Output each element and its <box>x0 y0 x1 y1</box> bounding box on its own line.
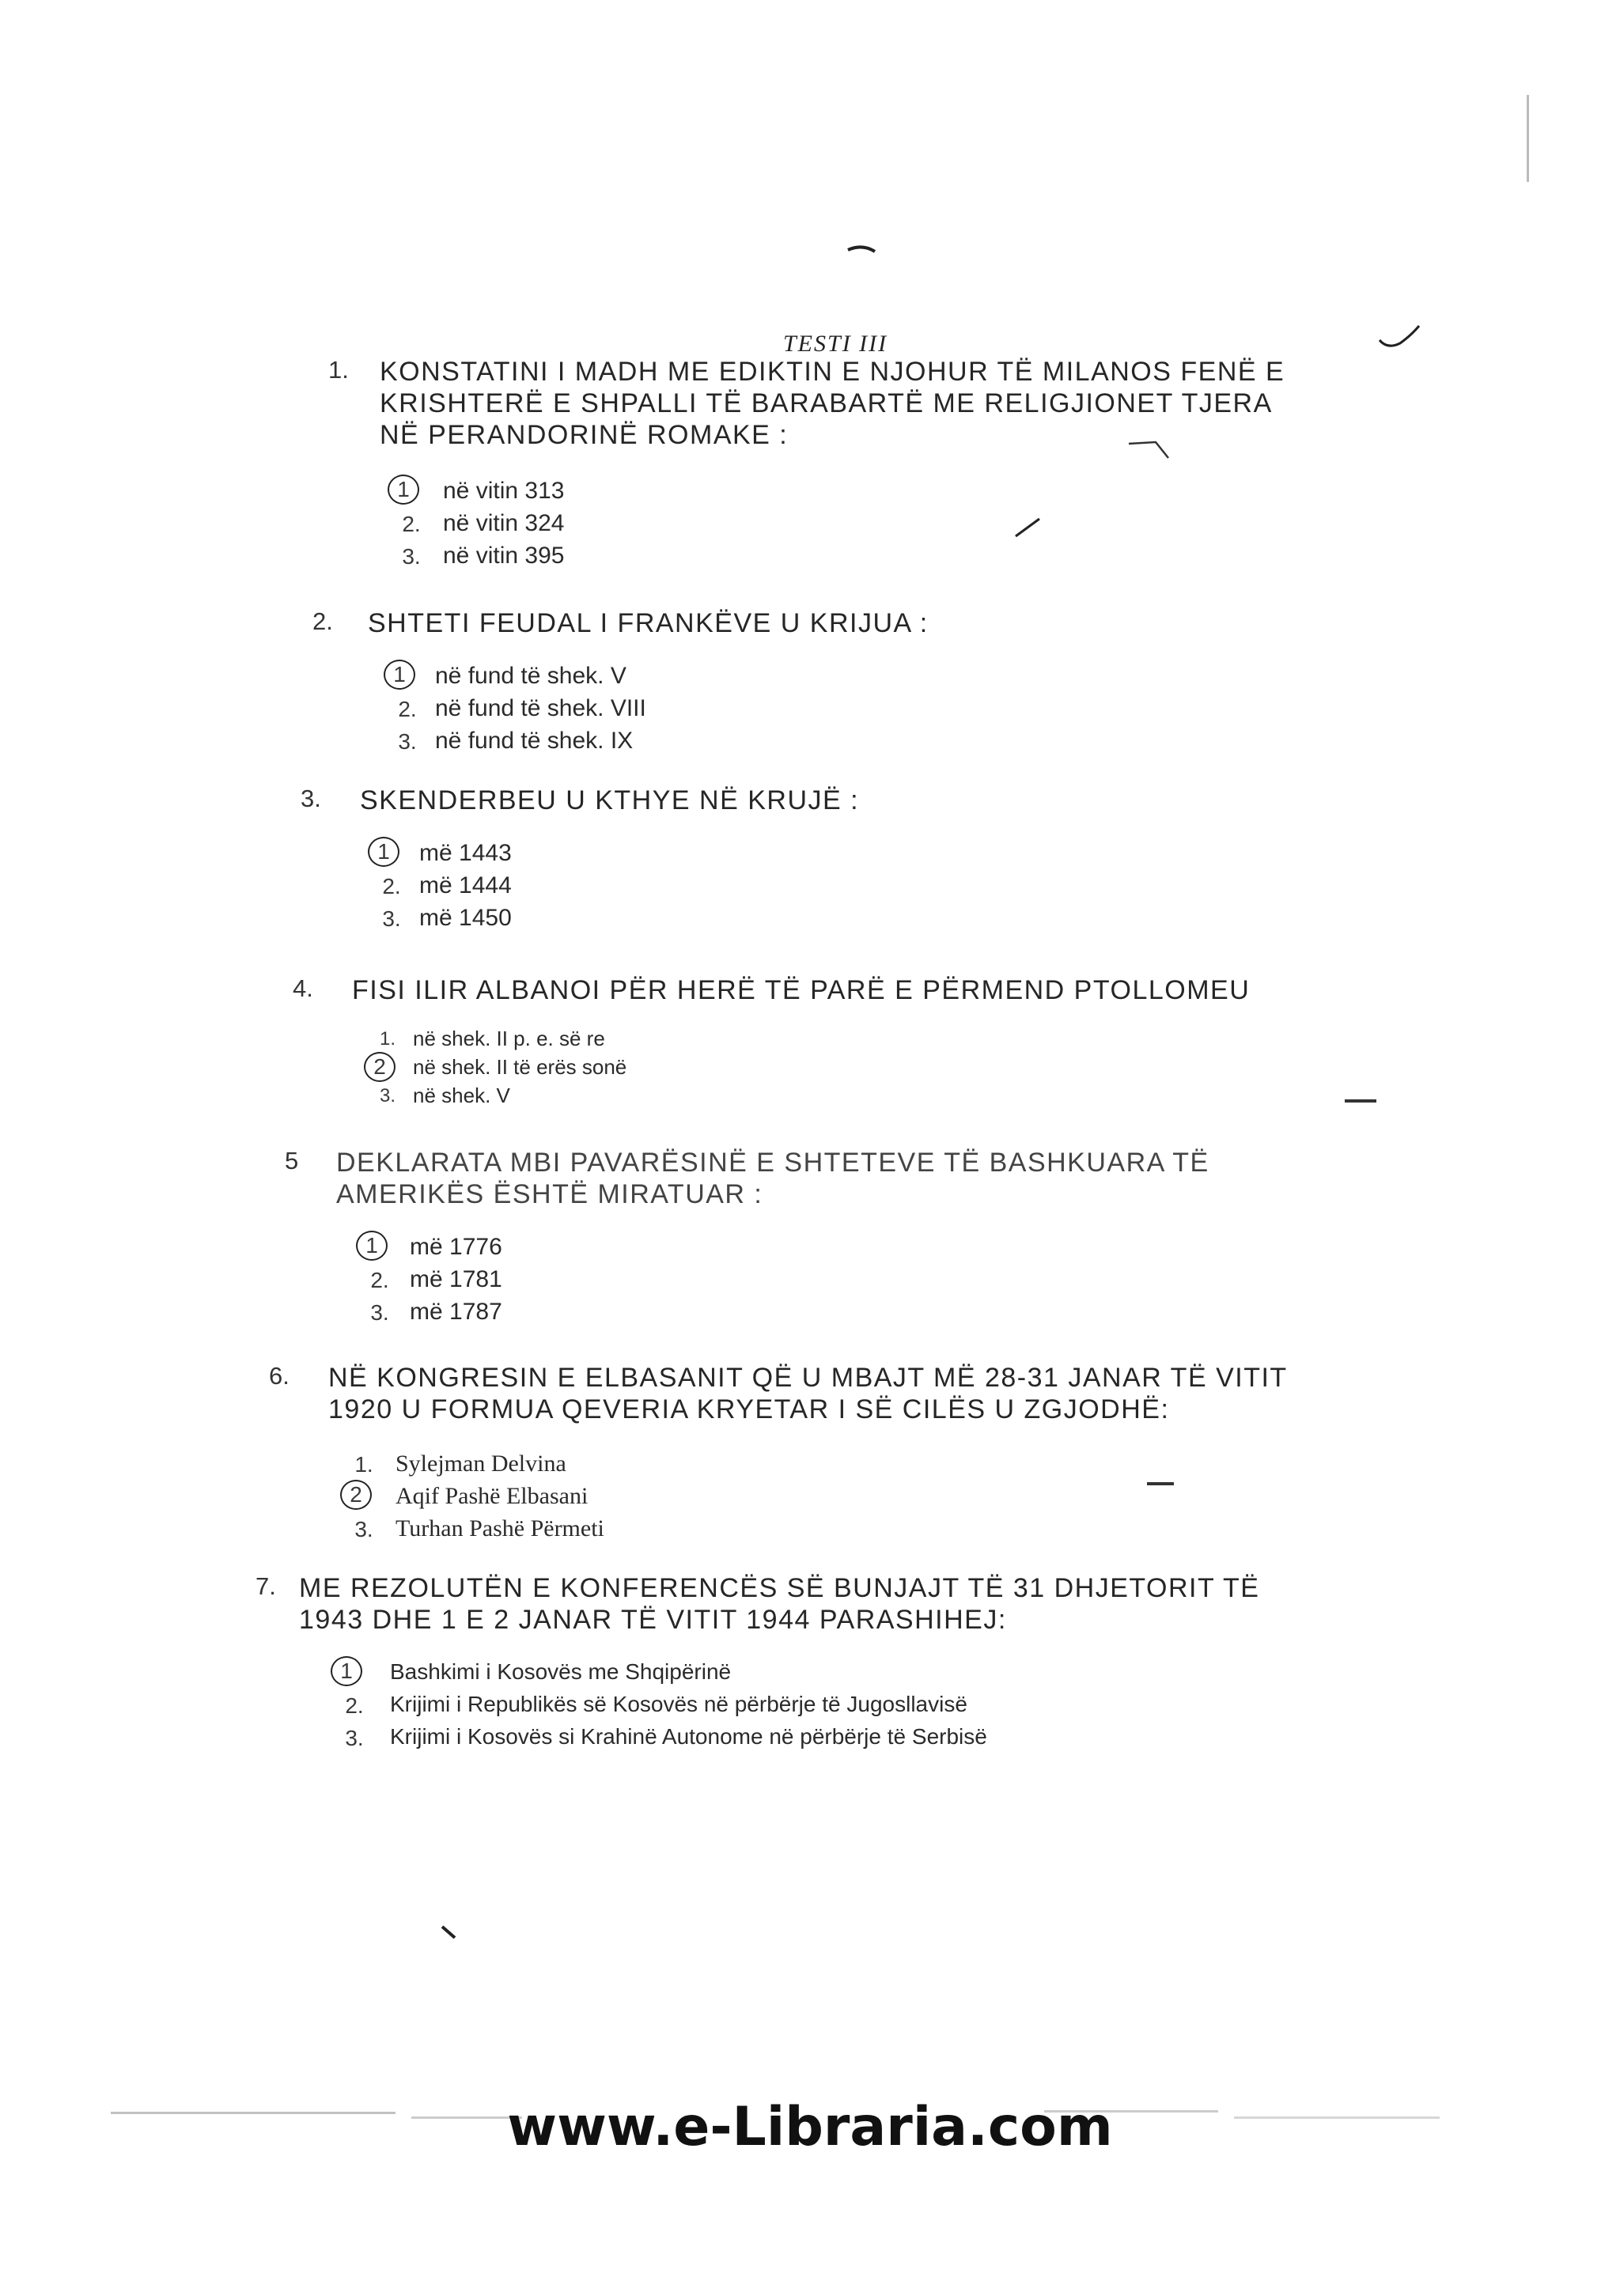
option-number: 1. <box>379 1028 396 1050</box>
option-number: 2. <box>398 697 417 721</box>
pen-stroke-icon <box>439 1923 463 1942</box>
options-list <box>356 1234 1317 1331</box>
option-1[interactable] <box>388 478 1297 510</box>
scan-noise <box>1345 1099 1376 1103</box>
option-number: 3. <box>345 1726 364 1750</box>
option-2[interactable] <box>368 872 1277 905</box>
option-text: Krijimi i Kosovës si Krahinë Autonome në përbërje të Serbisë <box>390 1724 987 1749</box>
question-text: SKENDERBEU U KTHYE NË KRUJË : <box>360 785 860 815</box>
option-number: 2. <box>402 512 421 536</box>
question-7-header <box>252 1572 1296 1636</box>
option-number: 3. <box>370 1300 389 1325</box>
option-1[interactable] <box>356 1234 1317 1266</box>
question-4 <box>289 974 1285 1112</box>
option-2[interactable] <box>388 510 1297 543</box>
option-number: 3. <box>379 1085 396 1106</box>
option-1[interactable] <box>384 663 1285 695</box>
pen-stroke-icon <box>1127 439 1175 463</box>
option-1[interactable] <box>364 1027 1285 1055</box>
option-2[interactable] <box>384 695 1285 728</box>
question-2-header <box>305 607 1285 639</box>
option-1[interactable] <box>331 1659 1296 1692</box>
option-number: 3. <box>402 544 421 569</box>
option-text: Aqif Pashë Elbasani <box>396 1483 589 1509</box>
options-list <box>340 1451 1309 1548</box>
question-1-header <box>316 356 1297 451</box>
check-mark-icon <box>1376 323 1424 354</box>
option-1[interactable] <box>368 840 1277 872</box>
options-list <box>384 663 1285 760</box>
option-text: më 1787 <box>410 1299 502 1325</box>
option-text: më 1443 <box>419 840 512 866</box>
option-number: 2. <box>370 1268 389 1292</box>
option-number: 3. <box>354 1517 373 1541</box>
option-3[interactable] <box>364 1084 1285 1112</box>
option-2[interactable] <box>356 1266 1317 1299</box>
option-number: 1 <box>368 837 399 867</box>
option-3[interactable] <box>340 1515 1309 1548</box>
option-text: në fund të shek. VIII <box>435 695 646 721</box>
question-number: 4. <box>293 974 313 1002</box>
option-text: më 1444 <box>419 872 512 898</box>
option-text: më 1781 <box>410 1266 502 1292</box>
option-text: në fund të shek. V <box>435 663 626 689</box>
question-2 <box>305 607 1285 760</box>
option-1[interactable] <box>340 1451 1309 1483</box>
options-list <box>364 1027 1285 1112</box>
question-7 <box>252 1572 1296 1757</box>
question-number: 2. <box>312 607 333 635</box>
question-text: FISI ILIR ALBANOI PËR HERË TË PARË E PËRMEND PTOLLOMEU <box>352 975 1251 1005</box>
option-2[interactable] <box>331 1692 1296 1724</box>
option-text: Sylejman Delvina <box>396 1451 566 1477</box>
option-3[interactable] <box>388 543 1297 575</box>
question-number: 5 <box>285 1147 299 1174</box>
option-number: 2. <box>345 1693 364 1718</box>
option-number: 1. <box>354 1452 373 1477</box>
option-3[interactable] <box>356 1299 1317 1331</box>
question-number: 6. <box>269 1362 290 1390</box>
option-3[interactable] <box>331 1724 1296 1757</box>
question-5-header <box>273 1147 1317 1210</box>
options-list <box>331 1659 1296 1757</box>
question-6-header <box>265 1362 1309 1425</box>
option-2[interactable] <box>364 1055 1285 1084</box>
question-3 <box>297 785 1277 937</box>
question-text: KONSTATINI I MADH ME EDIKTIN E NJOHUR TË MILANOS FENË E KRISHTERË E SHPALLI TË BARABARTË ME RELIGJIONET TJERA NË PERANDORINË ROMAKE : <box>380 357 1285 450</box>
option-number: 2. <box>382 874 401 898</box>
option-3[interactable] <box>384 728 1285 760</box>
question-text: DEKLARATA MBI PAVARËSINË E SHTETEVE TË BASHKUARA TË AMERIKËS ËSHTË MIRATUAR : <box>336 1148 1209 1209</box>
question-number: 1. <box>328 356 349 384</box>
option-text: në shek. II të erës sonë <box>413 1055 627 1079</box>
option-text: në vitin 395 <box>443 543 565 569</box>
pen-stroke-icon <box>846 242 878 258</box>
question-3-header <box>297 785 1277 816</box>
option-number: 3. <box>398 729 417 754</box>
question-5 <box>273 1147 1317 1331</box>
option-text: në vitin 313 <box>443 478 565 504</box>
option-text: më 1776 <box>410 1234 502 1260</box>
option-number: 1 <box>384 660 415 690</box>
option-3[interactable] <box>368 905 1277 937</box>
question-6 <box>265 1362 1309 1548</box>
scan-noise <box>1527 95 1529 182</box>
footer-website: www.e-Libraria.com <box>507 2096 1113 2158</box>
question-text: NË KONGRESIN E ELBASANIT QË U MBAJT MË 28-31 JANAR TË VITIT 1920 U FORMUA QEVERIA KRYETAR I SË CILËS U ZGJODHË: <box>328 1363 1288 1424</box>
question-number: 3. <box>301 785 321 812</box>
option-number: 3. <box>382 906 401 931</box>
question-number: 7. <box>255 1572 276 1600</box>
question-4-header <box>289 974 1285 1006</box>
option-text: në fund të shek. IX <box>435 728 634 754</box>
pen-stroke-icon <box>1012 516 1044 539</box>
scan-noise <box>1147 1482 1174 1485</box>
option-text: në vitin 324 <box>443 510 565 536</box>
option-text: Krijimi i Republikës së Kosovës në përbërje të Jugosllavisë <box>390 1692 967 1716</box>
option-number: 2 <box>340 1480 372 1510</box>
question-1 <box>316 356 1297 575</box>
options-list <box>388 478 1297 575</box>
option-text: më 1450 <box>419 905 512 931</box>
option-text: Bashkimi i Kosovës me Shqipërinë <box>390 1659 732 1684</box>
test-title: TESTI III <box>783 331 888 357</box>
option-text: në shek. V <box>413 1084 510 1107</box>
option-2[interactable] <box>340 1483 1309 1515</box>
option-number: 1 <box>356 1231 388 1261</box>
question-text: ME REZOLUTËN E KONFERENCËS SË BUNJAJT TË 31 DHJETORIT TË 1943 DHE 1 E 2 JANAR TË VITIT 1944 PARASHIHEJ: <box>299 1573 1260 1635</box>
option-text: Turhan Pashë Përmeti <box>396 1515 604 1541</box>
option-number: 1 <box>331 1656 362 1686</box>
question-text: SHTETI FEUDAL I FRANKËVE U KRIJUA : <box>368 608 929 638</box>
options-list <box>368 840 1277 937</box>
option-number: 1 <box>388 475 419 505</box>
option-text: në shek. II p. e. së re <box>413 1027 605 1050</box>
option-number: 2 <box>364 1052 396 1082</box>
